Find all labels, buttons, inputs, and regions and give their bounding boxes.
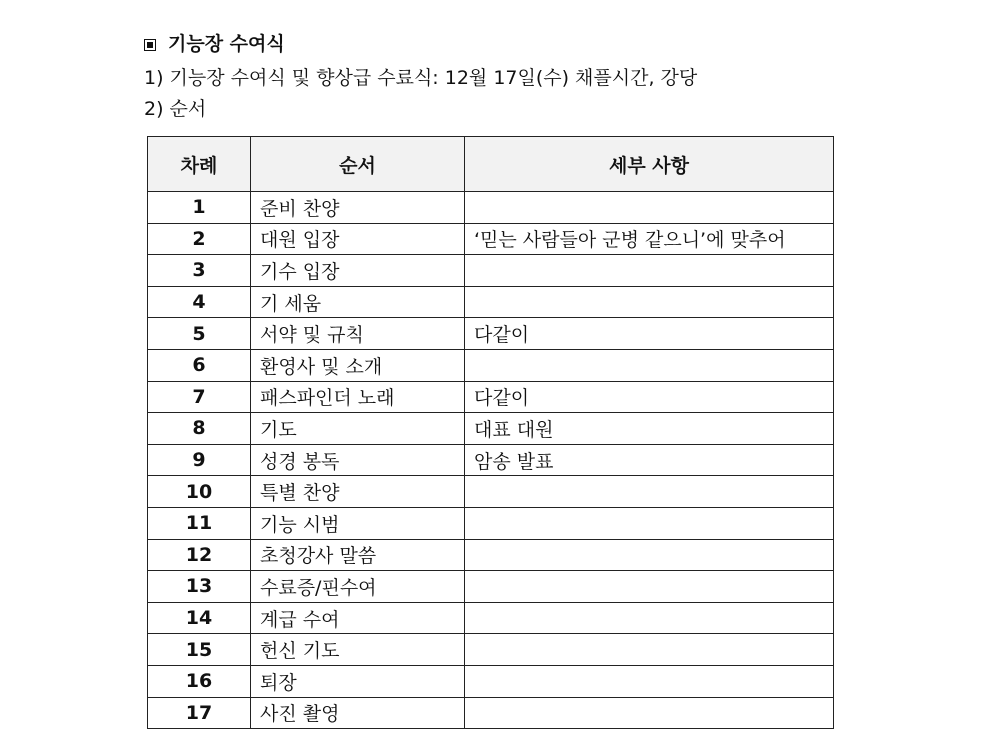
table-row	[148, 634, 834, 666]
table-header-row	[148, 137, 834, 192]
row-detail	[465, 602, 834, 634]
ceremony-info-line: 1) 기능장 수여식 및 향상급 수료식: 12월 17일(수) 채플시간, 강당	[144, 67, 698, 89]
row-detail	[465, 476, 834, 508]
row-number: 4	[148, 286, 251, 318]
table-row	[148, 697, 834, 729]
row-number: 12	[148, 539, 251, 571]
row-number: 11	[148, 507, 251, 539]
row-detail	[465, 286, 834, 318]
row-item: 수료증/핀수여	[251, 571, 465, 603]
row-number: 17	[148, 697, 251, 729]
row-detail: 암송 발표	[465, 444, 834, 476]
row-number: 3	[148, 255, 251, 287]
table-row	[148, 571, 834, 603]
section-title-text: 기능장 수여식	[168, 33, 285, 55]
table-row	[148, 349, 834, 381]
section-title	[144, 32, 285, 56]
row-item: 특별 찬양	[251, 476, 465, 508]
table-row	[148, 602, 834, 634]
row-item: 서약 및 규칙	[251, 318, 465, 350]
row-number: 10	[148, 476, 251, 508]
row-item: 성경 봉독	[251, 444, 465, 476]
row-number: 5	[148, 318, 251, 350]
row-item: 준비 찬양	[251, 192, 465, 224]
row-number: 15	[148, 634, 251, 666]
row-detail: 다같이	[465, 381, 834, 413]
order-heading-line: 2) 순서	[144, 98, 207, 120]
row-item: 패스파인더 노래	[251, 381, 465, 413]
row-number: 16	[148, 665, 251, 697]
table-row	[148, 413, 834, 445]
row-item: 기도	[251, 413, 465, 445]
row-item: 헌신 기도	[251, 634, 465, 666]
row-number: 6	[148, 349, 251, 381]
row-detail	[465, 349, 834, 381]
row-item: 대원 입장	[251, 223, 465, 255]
row-item: 사진 촬영	[251, 697, 465, 729]
table-row	[148, 444, 834, 476]
program-order-table	[147, 136, 834, 729]
row-detail	[465, 697, 834, 729]
table-row	[148, 192, 834, 224]
row-number: 2	[148, 223, 251, 255]
row-detail	[465, 571, 834, 603]
table-row	[148, 286, 834, 318]
row-detail: ‘믿는 사람들아 군병 같으니’에 맞추어	[465, 223, 834, 255]
row-detail	[465, 539, 834, 571]
row-detail	[465, 665, 834, 697]
row-detail: 다같이	[465, 318, 834, 350]
header-details: 세부 사항	[465, 137, 834, 192]
row-item: 퇴장	[251, 665, 465, 697]
row-number: 13	[148, 571, 251, 603]
table-row	[148, 255, 834, 287]
row-detail	[465, 255, 834, 287]
row-number: 8	[148, 413, 251, 445]
table-row	[148, 381, 834, 413]
row-number: 7	[148, 381, 251, 413]
header-number: 차례	[148, 137, 251, 192]
table-row	[148, 507, 834, 539]
row-item: 환영사 및 소개	[251, 349, 465, 381]
row-number: 1	[148, 192, 251, 224]
row-item: 기능 시범	[251, 507, 465, 539]
header-order: 순서	[251, 137, 465, 192]
table-body	[148, 192, 834, 729]
row-item: 기 세움	[251, 286, 465, 318]
row-detail	[465, 507, 834, 539]
table-row	[148, 539, 834, 571]
row-detail	[465, 192, 834, 224]
row-detail: 대표 대원	[465, 413, 834, 445]
table-row	[148, 223, 834, 255]
table-row	[148, 665, 834, 697]
row-number: 14	[148, 602, 251, 634]
row-detail	[465, 634, 834, 666]
table-row	[148, 476, 834, 508]
row-item: 기수 입장	[251, 255, 465, 287]
row-number: 9	[148, 444, 251, 476]
square-bullet-icon	[144, 39, 156, 51]
row-item: 초청강사 말씀	[251, 539, 465, 571]
row-item: 계급 수여	[251, 602, 465, 634]
table-row	[148, 318, 834, 350]
